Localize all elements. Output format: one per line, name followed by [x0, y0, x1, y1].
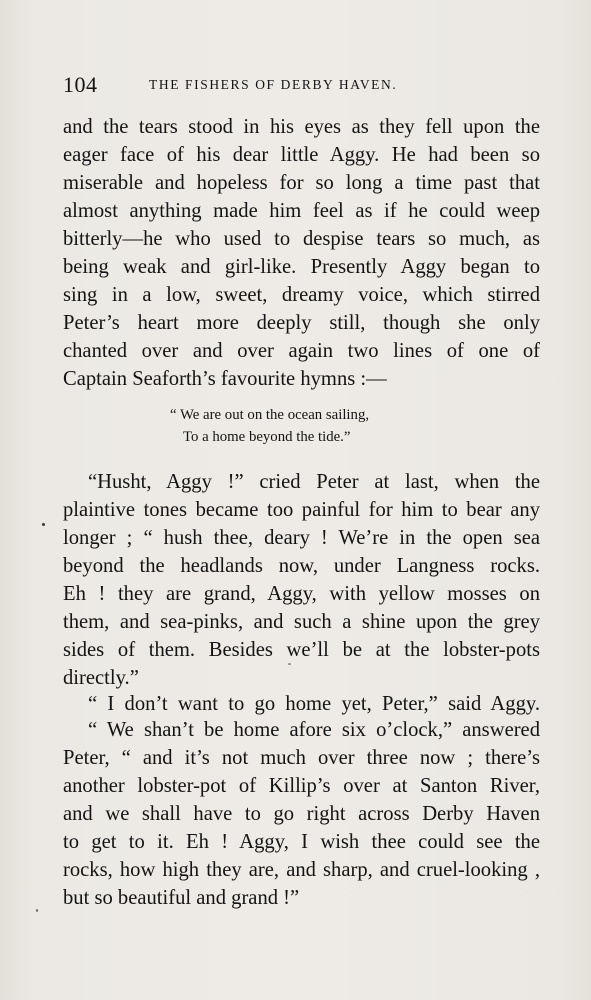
text-line: longer ; “ hush thee, deary ! We’re in the open sea — [63, 527, 540, 549]
text-line: miserable and hopeless for so long a time past that — [63, 172, 540, 194]
text-line: to get to it. Eh ! Aggy, I wish thee could see the — [63, 831, 540, 853]
text-line: “ We shan’t be home afore six o’clock,” answered — [88, 719, 540, 741]
verse-line: “ We are out on the ocean sailing, — [170, 407, 370, 423]
text-line: directly.” — [63, 667, 139, 689]
text-line: being weak and girl-like. Presently Aggy began to — [63, 256, 540, 278]
text-line: “ I don’t want to go home yet, Peter,” said Aggy. — [88, 693, 540, 715]
ink-speck — [42, 523, 45, 526]
text-line: and we shall have to go right across Derby Haven — [63, 803, 540, 825]
text-line: another lobster-pot of Killip’s over at Santon River, — [63, 775, 540, 797]
text-line: them, and sea-pinks, and such a shine upon the grey — [63, 611, 540, 633]
text-line: almost anything made him feel as if he could weep — [63, 200, 540, 222]
page-number: 104 — [63, 72, 98, 97]
text-line: and the tears stood in his eyes as they fell upon the — [63, 116, 540, 138]
text-line: eager face of his dear little Aggy. He had been so — [63, 144, 540, 166]
text-line: Eh ! they are grand, Aggy, with yellow mosses on — [63, 583, 540, 605]
text-line: but so beautiful and grand !” — [63, 887, 300, 909]
text-line: bitterly—he who used to despise tears so much, as — [63, 228, 540, 250]
text-line: beyond the headlands now, under Langness rocks. — [63, 555, 540, 577]
text-line: sing in a low, sweet, dreamy voice, which stirred — [63, 284, 540, 306]
verse-line: To a home beyond the tide.” — [183, 429, 351, 445]
text-line: “Husht, Aggy !” cried Peter at last, when the — [88, 471, 540, 493]
text-line: plaintive tones became too painful for him to bear any — [63, 499, 540, 521]
running-head — [63, 72, 543, 98]
text-line: sides of them. Besides we’ll be at the lobster-pots — [63, 639, 540, 661]
ink-speck — [36, 909, 38, 912]
text-line: Peter, “ and it’s not much over three now ; there’s — [63, 747, 540, 769]
text-line: chanted over and over again two lines of one of — [63, 340, 540, 362]
text-line: Peter’s heart more deeply still, though she only — [63, 312, 540, 334]
text-line: Captain Seaforth’s favourite hymns :— — [63, 368, 387, 390]
ink-speck — [288, 663, 291, 665]
running-title: THE FISHERS OF DERBY HAVEN. — [149, 77, 398, 92]
text-line: rocks, how high they are, and sharp, and cruel-looking , — [63, 859, 540, 881]
